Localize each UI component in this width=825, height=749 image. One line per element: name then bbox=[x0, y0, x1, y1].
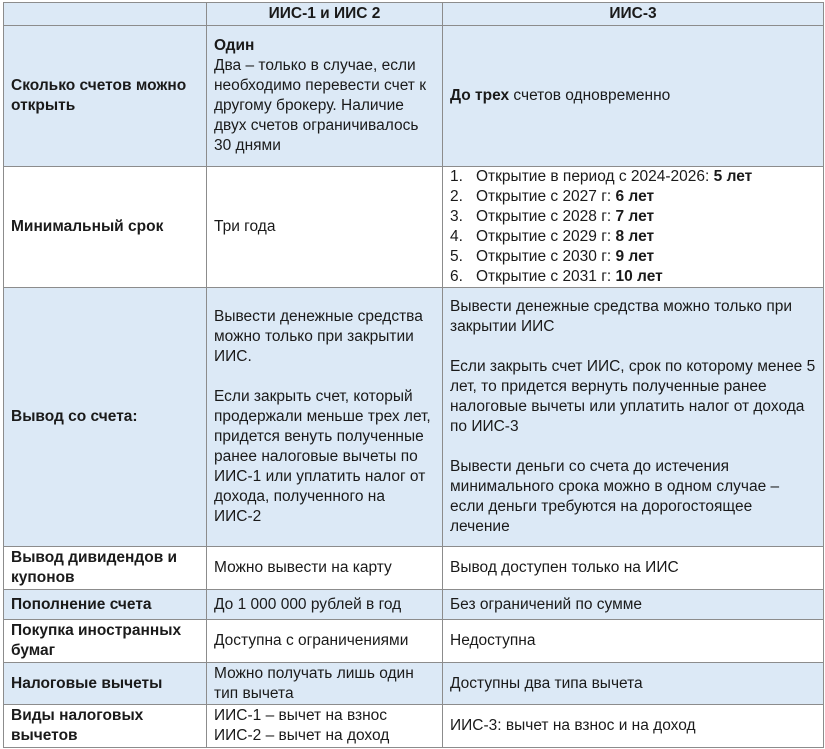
row-withdraw bbox=[4, 288, 824, 547]
header-row bbox=[4, 3, 824, 26]
row-label: Минимальный срок bbox=[4, 167, 207, 288]
row-types bbox=[4, 705, 824, 748]
cell-iis3 bbox=[443, 288, 824, 547]
cell-iis3: Недоступна bbox=[443, 620, 824, 663]
cell-iis3 bbox=[443, 167, 824, 288]
cell-iis3: Доступны два типа вычета bbox=[443, 663, 824, 705]
cell-iis12: Можно получать лишь один тип вычета bbox=[207, 663, 443, 705]
bold-text: Один bbox=[214, 37, 255, 54]
cell-iis3: Вывод доступен только на ИИС bbox=[443, 547, 824, 590]
list-item: 3. Открытие с 2028 г: 7 лет bbox=[450, 208, 655, 225]
header-iis3: ИИС-3 bbox=[443, 3, 824, 26]
cell-line: ИИС-2 – вычет на доход bbox=[214, 727, 390, 744]
term-list bbox=[450, 167, 816, 287]
row-deductions bbox=[4, 663, 824, 705]
row-label: Виды налоговых вычетов bbox=[4, 705, 207, 748]
row-label: Сколько счетов можно открыть bbox=[4, 26, 207, 167]
row-label: Покупка иностранных бумаг bbox=[4, 620, 207, 663]
cell-paragraph: Если закрыть счет ИИС, срок по которому менее 5 лет, то придется вернуть полученные ранее налоговые вычеты или уплатить налог от дохода по ИИС-3 bbox=[450, 358, 816, 435]
cell-paragraph: Вывести деньги со счета до истечения минимального срока можно в одном случае – если деньги требуются на дорогостоящее лечение bbox=[450, 458, 780, 535]
cell-iis3: ИИС-3: вычет на взнос и на доход bbox=[443, 705, 824, 748]
row-accounts bbox=[4, 26, 824, 167]
list-item: 5. Открытие с 2030 г: 9 лет bbox=[450, 248, 655, 265]
cell-iis3 bbox=[443, 26, 824, 167]
cell-text: Два – только в случае, если необходимо перевести счет к другому брокеру. Наличие двух счетов ограничивалось 30 днями bbox=[214, 57, 426, 154]
cell-iis12: До 1 000 000 рублей в год bbox=[207, 590, 443, 620]
cell-iis3: Без ограничений по сумме bbox=[443, 590, 824, 620]
bold-text: До трех bbox=[450, 87, 510, 104]
cell-iis12: Три года bbox=[207, 167, 443, 288]
list-item: 1. Открытие в период с 2024-2026: 5 лет bbox=[450, 168, 753, 185]
row-foreign bbox=[4, 620, 824, 663]
cell-iis12: Доступна с ограничениями bbox=[207, 620, 443, 663]
row-topup bbox=[4, 590, 824, 620]
cell-paragraph: Вывести денежные средства можно только при закрытии ИИС. bbox=[214, 308, 423, 365]
cell-iis12 bbox=[207, 288, 443, 547]
row-term bbox=[4, 167, 824, 288]
list-item: 2. Открытие с 2027 г: 6 лет bbox=[450, 188, 655, 205]
header-empty-cell bbox=[4, 3, 207, 26]
cell-paragraph: Вывести денежные средства можно только при закрытии ИИС bbox=[450, 298, 793, 335]
row-label: Пополнение счета bbox=[4, 590, 207, 620]
cell-paragraph: Если закрыть счет, который продержали меньше трех лет, придется венуть полученные ранее налоговые вычеты по ИИС-1 или уплатить налог от дохода, полученного на ИИС-2 bbox=[214, 388, 431, 525]
row-label: Вывод со счета: bbox=[4, 288, 207, 547]
comparison-table bbox=[3, 2, 824, 748]
cell-iis12 bbox=[207, 705, 443, 748]
list-item: 4. Открытие с 2029 г: 8 лет bbox=[450, 228, 655, 245]
cell-text: счетов одновременно bbox=[509, 87, 671, 104]
cell-iis12: Можно вывести на карту bbox=[207, 547, 443, 590]
row-label: Налоговые вычеты bbox=[4, 663, 207, 705]
row-dividends bbox=[4, 547, 824, 590]
list-item: 6. Открытие с 2031 г: 10 лет bbox=[450, 268, 663, 285]
header-iis12: ИИС-1 и ИИС 2 bbox=[207, 3, 443, 26]
cell-line: ИИС-1 – вычет на взнос bbox=[214, 707, 388, 724]
cell-iis12 bbox=[207, 26, 443, 167]
row-label: Вывод дивидендов и купонов bbox=[4, 547, 207, 590]
